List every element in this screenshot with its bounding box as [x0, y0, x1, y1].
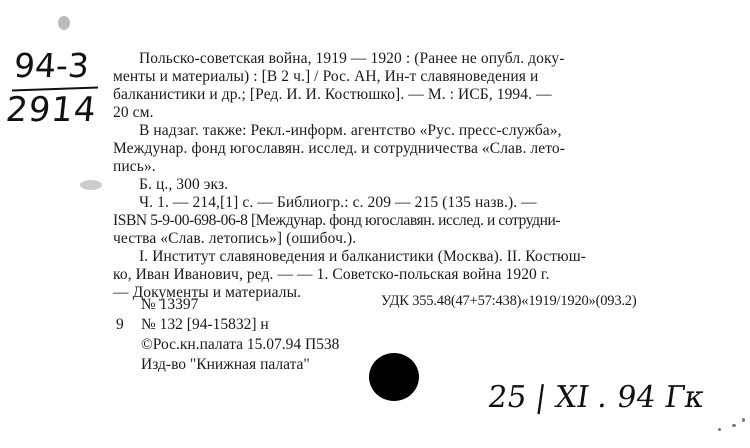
handwritten-date: 25 | XI . 94 Гк: [485, 380, 707, 415]
index-line: — Документы и материалы.: [113, 284, 302, 301]
entry-line: Польско-советская война, 1919 — 1920 : (Ранее не опубл. доку-: [139, 50, 565, 67]
stamp-smudge: [58, 16, 70, 30]
note-line: пись».: [113, 158, 156, 175]
index-line: ко, Иван Иванович, ред. — — 1. Советско-польская война 1920 г.: [113, 266, 550, 283]
entry-line: 20 см.: [113, 104, 154, 121]
part-line: чества «Слав. летопись»] (ошибоч.).: [113, 230, 357, 247]
entry-line: балканистики и др.; [Ред. И. И. Костюшко]. — М. : ИСБ, 1994. —: [113, 86, 552, 103]
shelfmark-top: 94-3: [12, 46, 91, 85]
registry-number: № 13397: [141, 296, 199, 313]
part-line: Ч. 1. — 214,[1] с. — Библиогр.: с. 209 — 215 (135 назв.). —: [139, 194, 537, 211]
edge-speck: [718, 428, 721, 431]
order-number: № 132 [94-15832] н: [141, 316, 269, 333]
note-line: В надзаг. также: Рекл.-информ. агентство «Рус. пресс-служба»,: [139, 122, 562, 139]
registry-prefix: 9: [116, 316, 124, 333]
stamp-smudge: [80, 180, 102, 190]
publisher-line: Изд-во "Книжная палата": [141, 356, 310, 373]
edge-speck: [732, 424, 736, 427]
edition-line: Б. ц., 300 экз.: [139, 176, 229, 193]
udk-code: УДК 355.48(47+57:438)«1919/1920»(093.2): [381, 293, 637, 309]
entry-line: менты и материалы) : [В 2 ч.] / Рос. АН, Ин-т славяноведения и: [113, 68, 539, 85]
copyright-line: ©Рос.кн.палата 15.07.94 П538: [141, 336, 340, 353]
part-line: ISBN 5-9-00-698-06-8 [Междунар. фонд югославян. исслед. и сотрудни-: [113, 212, 561, 229]
punch-hole: [369, 353, 419, 401]
shelfmark-bottom: 2914: [3, 90, 99, 130]
note-line: Междунар. фонд югославян. исслед. и сотрудничества «Слав. лето-: [113, 140, 566, 157]
index-line: I. Институт славяноведения и балканистики (Москва). II. Костюш-: [139, 248, 586, 265]
edge-speck: [742, 418, 745, 422]
